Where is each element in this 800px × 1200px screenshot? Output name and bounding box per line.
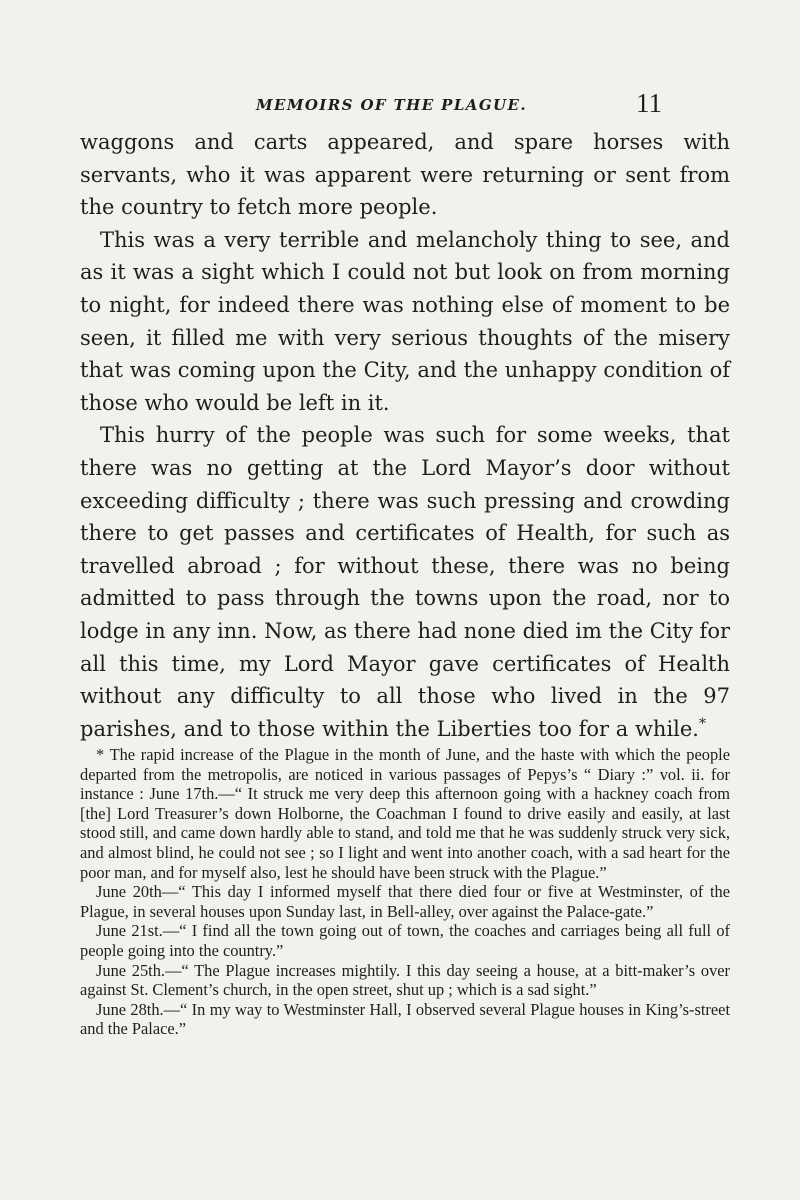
- body-paragraph-text: This hurry of the people was such for some weeks, that there was no getting at the Lord Mayor’s door without exceeding difficulty ; there was such pressing and crowding there to get passes and certificates of Health, for such as travelled abroad ; for without these, there was no being admitted to pass through the towns upon the road, nor to lodge in any inn. Now, as there had none died im the City for all this time, my Lord Mayor gave certificates of Health without any difficulty to all those who lived in the 97 parishes, and to those within the Liberties too for a while.: [80, 423, 730, 741]
- body-paragraph: This was a very terrible and melancholy thing to see, and as it was a sight which I could not but look on from morning to night, for indeed there was nothing else of moment to be seen, it filled me with very serious thoughts of the misery that was coming upon the City, and the unhappy condition of those who would be left in it.: [80, 227, 730, 415]
- footnote-paragraph: June 28th.—“ In my way to Westminster Hall, I observed several Plague houses in King’s-street and the Palace.”: [80, 999, 730, 1039]
- body-paragraph: [80, 419, 730, 745]
- footnote-paragraph: June 20th—“ This day I informed myself that there died four or five at Westminster, of the Plague, in several houses upon Sunday last, in Bell-alley, over against the Palace-gate.”: [80, 882, 730, 921]
- running-title: MEMOIRS OF THE PLAGUE.: [256, 96, 527, 114]
- footnote-paragraph: * The rapid increase of the Plague in the month of June, and the haste with which the people departed from the metropolis, are noticed in various passages of Pepys’s “ Diary :” vol. ii. for instance : June 17th.—“ It struck me very deep this afternoon going with a hackney coach from [the] Lord Treasurer’s down Holborne, the Coachman I found to drive easily and easily, at last stood still, and came down hardly able to stand, and told me that he was suddenly struck very sick, and almost blind, he could not see ; so I light and went into another coach, with a sad heart for the poor man, and for myself also, lest he should have been struck with the Plague.”: [80, 745, 730, 882]
- footnote-marker: *: [699, 715, 706, 732]
- footnote-paragraph: June 21st.—“ I find all the town going out of town, the coaches and carriages being all full of people going into the country.”: [80, 921, 730, 960]
- running-head: [0, 88, 800, 128]
- footnote-paragraph: June 25th.—“ The Plague increases mightily. I this day seeing a house, at a bitt-maker’s over against St. Clement’s church, in the open street, shut up ; which is a sad sight.”: [80, 960, 730, 1000]
- page-number: 11: [636, 88, 662, 118]
- footnotes: [80, 745, 730, 1039]
- body-paragraph: waggons and carts appeared, and spare horses with servants, who it was apparent were returning or sent from the country to fetch more people.: [80, 130, 730, 220]
- body-text: [80, 126, 730, 745]
